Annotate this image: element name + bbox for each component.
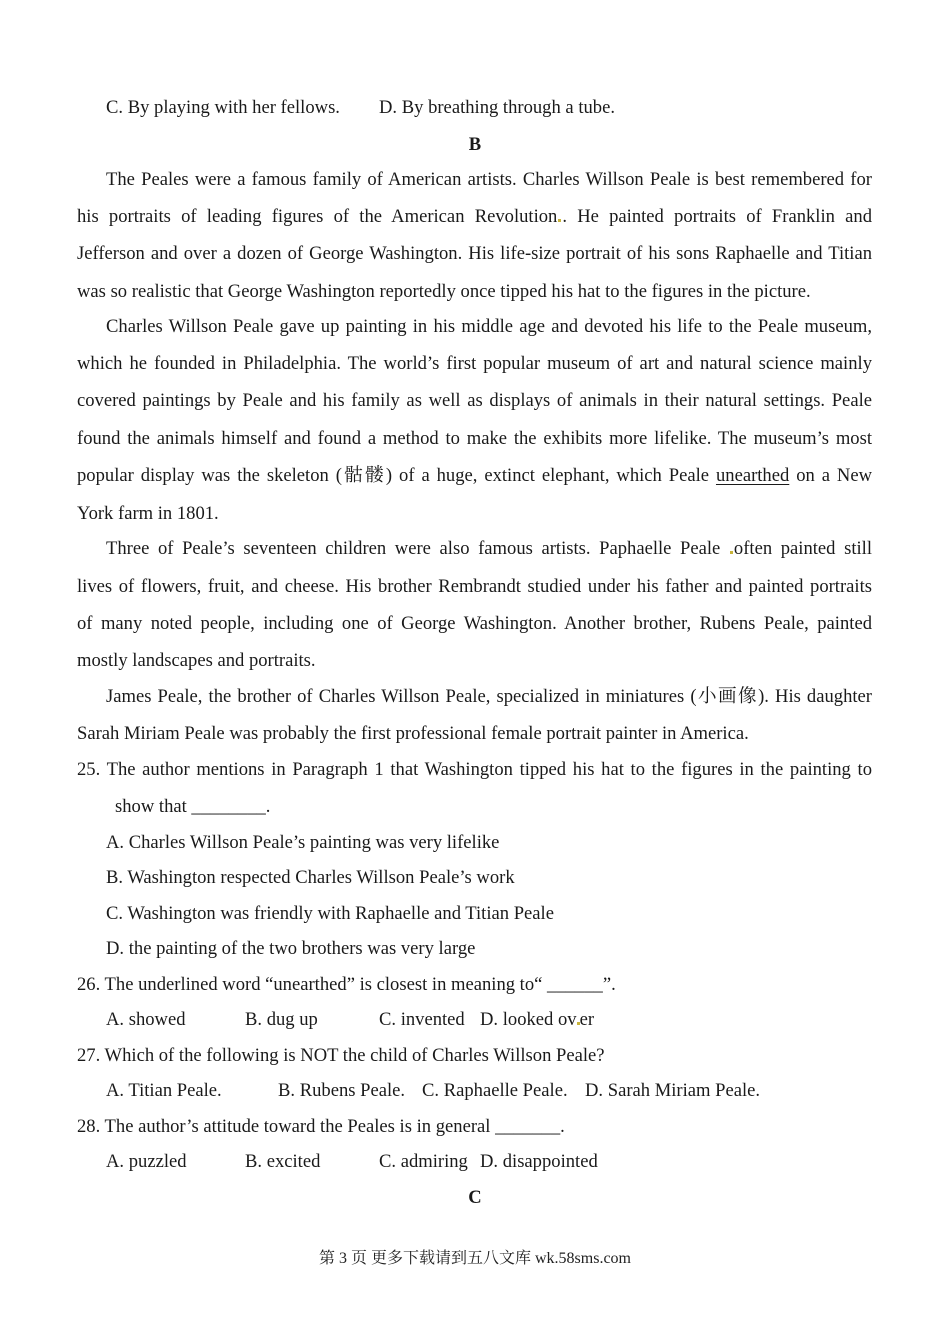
option-c: C. By playing with her fellows. xyxy=(106,97,340,118)
answer-option-c: C. invented xyxy=(379,1009,465,1030)
paragraph-line: York farm in 1801. xyxy=(77,503,219,524)
option-d: D. By breathing through a tube. xyxy=(379,97,615,118)
answer-option-c: C. Raphaelle Peale. xyxy=(422,1080,568,1101)
paragraph-line: popular display was the skeleton (骷髅) of a huge, extinct elephant, which Peale unearthed on a New xyxy=(77,465,873,486)
paragraph-line: Charles Willson Peale gave up painting in his middle age and devoted his life to the Peale museum, xyxy=(106,316,872,337)
answer-option-b: B. Washington respected Charles Willson Peale’s work xyxy=(106,867,515,888)
paragraph-line: The Peales were a famous family of American artists. Charles Willson Peale is best remembered for xyxy=(106,169,872,190)
question-stem: 28. The author’s attitude toward the Peales is in general _______. xyxy=(77,1116,565,1137)
paragraph-line: mostly landscapes and portraits. xyxy=(77,650,316,671)
answer-option-d: D. the painting of the two brothers was very large xyxy=(106,938,476,959)
paragraph-line: Three of Peale’s seventeen children were also famous artists. Paphaelle Peale often painted still xyxy=(106,538,872,559)
page-footer: 第 3 页 更多下载请到五八文库 wk.58sms.com xyxy=(318,1250,631,1267)
answer-option-d: D. Sarah Miriam Peale. xyxy=(585,1080,761,1101)
paragraph-line: Sarah Miriam Peale was probably the first professional female portrait painter in America. xyxy=(77,723,749,744)
paragraph-line: of many noted people, including one of George Washington. Another brother, Rubens Peale, painted xyxy=(77,613,872,634)
paragraph-line: James Peale, the brother of Charles Willson Peale, specialized in miniatures (小画像). His daughter xyxy=(106,686,872,707)
paragraph-line: covered paintings by Peale and his family as well as displays of animals in their natural settings. Peale xyxy=(77,390,872,411)
answer-option-b: B. Rubens Peale. xyxy=(278,1080,406,1101)
section-b-heading: B xyxy=(468,134,482,155)
question-stem: 26. The underlined word “unearthed” is closest in meaning to“ ______”. xyxy=(77,974,616,995)
answer-option-b: B. excited xyxy=(245,1151,321,1172)
answer-option-a: A. Titian Peale. xyxy=(106,1080,222,1101)
question-stem: 25. The author mentions in Paragraph 1 that Washington tipped his hat to the figures in the painting to xyxy=(77,759,872,780)
paragraph-line: his portraits of leading figures of the American Revolution . He painted portraits of Franklin and xyxy=(77,206,872,227)
marker-dot xyxy=(558,219,561,222)
paragraph-line: Jefferson and over a dozen of George Washington. His life-size portrait of his sons Raphaelle and Titian xyxy=(77,243,872,264)
underlined-word-unearthed: unearthed xyxy=(715,465,790,486)
answer-option-d: D. disappointed xyxy=(480,1151,598,1172)
paragraph-line: was so realistic that George Washington reportedly once tipped his hat to the figures in the picture. xyxy=(77,281,811,302)
answer-option-a: A. Charles Willson Peale’s painting was very lifelike xyxy=(106,832,500,853)
answer-option-c: C. Washington was friendly with Raphaelle and Titian Peale xyxy=(106,903,554,924)
paragraph-line: lives of flowers, fruit, and cheese. His brother Rembrandt studied under his father and painted portraits xyxy=(77,576,872,597)
answer-option-c: C. admiring xyxy=(379,1151,468,1172)
section-c-heading: C xyxy=(468,1187,482,1208)
paragraph-line: found the animals himself and found a method to make the exhibits more lifelike. The museum’s most xyxy=(77,428,872,449)
question-stem: 27. Which of the following is NOT the child of Charles Willson Peale? xyxy=(77,1045,605,1066)
question-stem-cont: show that ________. xyxy=(115,796,271,817)
answer-option-d: D. looked ov er xyxy=(480,1009,595,1030)
answer-option-a: A. showed xyxy=(106,1009,186,1030)
marker-dot xyxy=(730,551,733,554)
answer-option-a: A. puzzled xyxy=(106,1151,187,1172)
answer-option-b: B. dug up xyxy=(245,1009,318,1030)
paragraph-line: which he founded in Philadelphia. The world’s first popular museum of art and natural science mainly xyxy=(77,353,872,374)
